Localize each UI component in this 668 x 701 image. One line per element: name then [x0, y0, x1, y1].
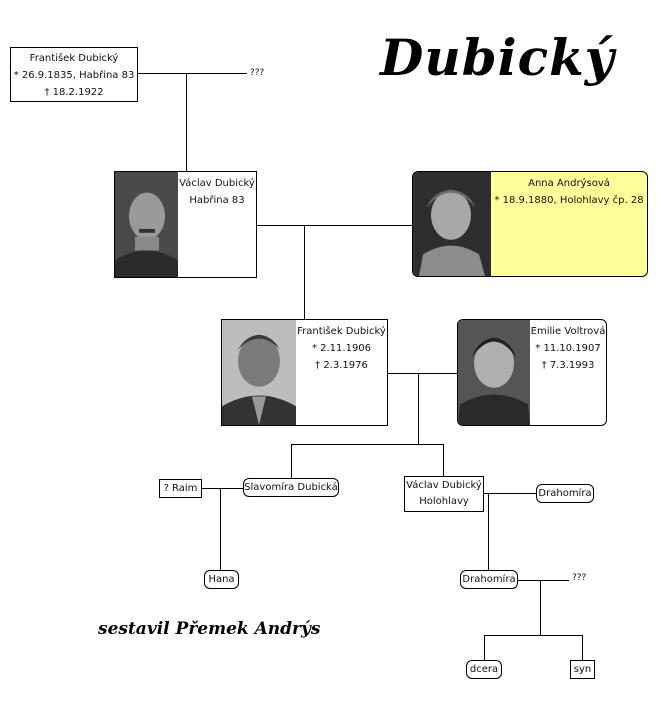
portrait-photo — [222, 320, 296, 425]
portrait-photo — [413, 172, 491, 276]
person-name: Emilie Voltrová — [530, 326, 606, 337]
connector-line — [488, 493, 489, 570]
person-name: Václav Dubický — [179, 178, 255, 189]
person-birth: * 2.11.1906 — [311, 343, 372, 354]
person-raim[interactable]: ? Raim — [159, 479, 202, 498]
person-name: Anna Andrýsová — [528, 178, 610, 189]
portrait-photo — [458, 320, 530, 425]
person-hana[interactable]: Hana — [204, 570, 239, 589]
connector-line — [291, 444, 292, 479]
connector-line — [517, 580, 569, 581]
connector-line — [418, 373, 419, 444]
connector-line — [201, 488, 245, 489]
unknown-spouse: ??? — [250, 68, 265, 78]
person-dcera[interactable]: dcera — [466, 660, 502, 679]
connector-line — [291, 444, 444, 445]
person-drahomira-child[interactable]: Drahomíra — [460, 570, 518, 589]
person-drahomira-spouse[interactable]: Drahomíra — [536, 484, 594, 503]
connector-line — [137, 73, 247, 74]
connector-line — [186, 73, 187, 172]
person-place: Holohlavy — [419, 496, 469, 507]
connector-line — [484, 635, 583, 636]
person-slavomira-dubicka[interactable]: Slavomíra Dubická — [243, 478, 339, 497]
connector-line — [443, 444, 444, 476]
person-anna-andrysova[interactable] — [412, 171, 648, 277]
person-name: Václav Dubický — [406, 480, 482, 491]
person-death: † 2.3.1976 — [315, 360, 368, 371]
person-frantisek-dubicky-1906[interactable] — [221, 319, 388, 426]
person-birth: * 26.9.1835, Habřina 83 — [13, 70, 135, 81]
person-name: František Dubický — [297, 326, 386, 337]
person-death: † 18.2.1922 — [44, 87, 104, 98]
connector-line — [484, 635, 485, 660]
connector-line — [483, 493, 536, 494]
person-place: Habřina 83 — [189, 195, 245, 206]
connector-line — [220, 488, 221, 570]
person-syn[interactable]: syn — [570, 660, 595, 679]
person-vaclav-dubicky-holohlavy[interactable] — [404, 476, 484, 512]
portrait-photo — [115, 172, 178, 277]
person-birth: * 11.10.1907 — [535, 343, 601, 354]
connector-line — [540, 580, 541, 635]
connector-line — [304, 225, 305, 320]
unknown-spouse: ??? — [572, 573, 587, 583]
person-vaclav-dubicky[interactable] — [114, 171, 257, 278]
family-title: Dubický — [380, 28, 615, 87]
connector-line — [256, 225, 413, 226]
person-frantisek-dubicky-1835[interactable] — [10, 47, 138, 102]
person-emilie-voltrova[interactable] — [457, 319, 607, 426]
connector-line — [387, 373, 458, 374]
person-name: František Dubický — [29, 53, 119, 64]
connector-line — [582, 635, 583, 660]
author-credit: sestavil Přemek Andrýs — [98, 619, 321, 639]
person-birth: * 18.9.1880, Holohlavy čp. 28 — [494, 195, 644, 206]
person-death: † 7.3.1993 — [541, 360, 595, 371]
